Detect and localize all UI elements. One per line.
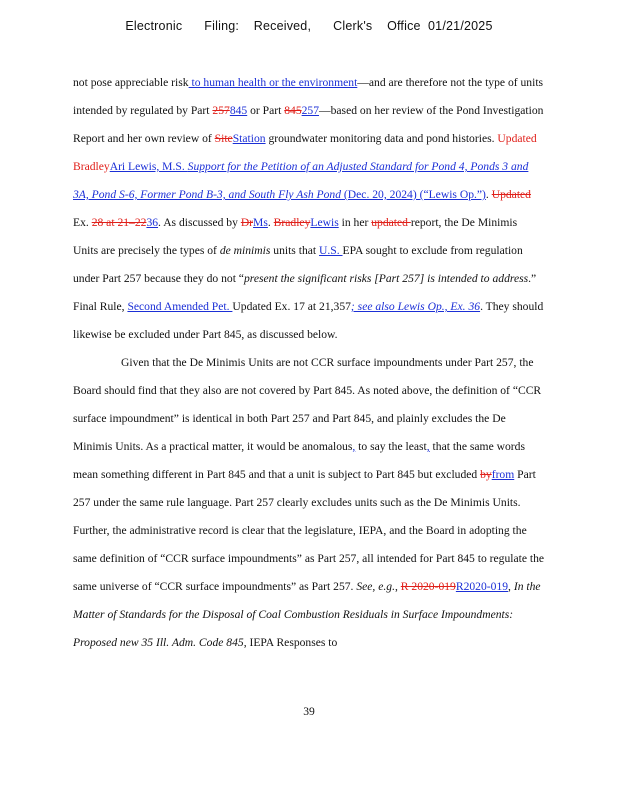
inserted-text: 257 [301,104,320,117]
text-run: in her [338,216,372,229]
text-run: that the same words mean something different in Part 845 and that a unit is subject to Part 845 but excluded [73,440,525,481]
text-run: —and are therefore not the type of units intended by regulated by Part [73,76,544,117]
deleted-text: 28 at 21–22 [91,216,147,229]
text-run: . They should likewise be excluded under Part 845, as discussed below. [73,300,544,341]
deleted-text: updated [371,216,411,229]
inserted-text: , [426,440,430,453]
text-run: , [508,580,514,593]
inserted-text: U.S. [319,244,343,257]
filing-header: Electronic Filing: Received, Clerk's Office 01/21/2025 [125,19,493,33]
text-run: to say the least [355,440,427,453]
text-run: not pose appreciable risk [73,76,189,89]
text-run: , IEPA Responses to [243,636,338,649]
inserted-text: (Dec. 20, 2024) (“Lewis Op.”) [341,188,486,201]
citation-title: Support for the Petition of an Adjusted Standard for Pond 4, Ponds 3 and 3A, Pond S-6, Former Pond B-3, and South Fly Ash Pond [73,160,529,201]
italic-term: de minimis [219,244,271,257]
inserted-text: R2020-019 [455,580,509,593]
citation-title: In the Matter of Standards for the Disposal of Coal Combustion Residuals in Surface Impoundments: Proposed new 35 Ill. Adm. Code 845 [73,580,541,649]
text-run: . [267,216,274,229]
inserted-text: from [491,468,515,481]
paragraph-1 [73,69,545,349]
deleted-text: 257 [212,104,230,117]
deleted-text: R 2020-019 [400,580,456,593]
text-run: Given that the De Minimis Units are not CCR surface impoundments under Part 257, the Board should find that they also are not covered by Part 845. As noted above, the definition of “CCR surface impoundment” is identical in both Part 257 and Part 845, and plainly excludes the De Minimis Units. As a practical matter, it would be anomalous [73,356,542,453]
inserted-text: Second Amended Pet. [127,300,233,313]
text-run: or Part [247,104,285,117]
text-run: Ex. [73,216,92,229]
inserted-text: , [352,440,356,453]
paragraph-2 [73,349,545,657]
italic-quote: present the significant risks [Part 257] is intended to address [243,272,529,285]
document-body [73,69,545,657]
text-run: Part 257 under the same rule language. Part 257 clearly excludes units such as the De Minimis Units. Further, the administrative record is clear that the legislature, IEPA, and the Board in adopting the same definition of “CCR surface impoundments” as Part 257, all intended for Part 845 to regulate the same universe of “CCR surface impoundments” as Part 257. [73,468,545,593]
inserted-text: 845 [229,104,248,117]
inserted-text: Ms [253,216,268,229]
deleted-text: Updated Bradley [73,132,537,173]
text-run: units that [270,244,320,257]
deleted-text: Bradley [273,216,311,229]
text-run: Updated Ex. 17 at 21,357 [232,300,351,313]
text-run: , [394,580,401,593]
text-run: report, the De Minimis Units are precisely the types of [73,216,518,257]
deleted-text: by [480,468,492,481]
text-run: —based on her review of the Pond Investigation Report and her own review of [73,104,544,145]
signal-phrase: See, e.g. [356,580,395,593]
deleted-text: Dr [240,216,254,229]
text-run: EPA sought to exclude from regulation under Part 257 because they do not “ [73,244,523,285]
inserted-citation: ; see also Lewis Op., Ex. 36 [350,300,481,313]
inserted-text: 36 [146,216,159,229]
text-run: . [485,188,492,201]
page-number: 39 [303,705,315,718]
text-run: . As discussed by [158,216,241,229]
deleted-text: Site [214,132,233,145]
inserted-text: Lewis [310,216,339,229]
inserted-text: Ari Lewis, M.S. [109,160,188,173]
text-run: .” Final Rule, [73,272,537,313]
deleted-text: Updated [491,188,531,201]
inserted-text: to human health or the environment [188,76,358,89]
deleted-text: 845 [284,104,302,117]
text-run: groundwater monitoring data and pond histories. [265,132,498,145]
inserted-text: Station [232,132,266,145]
